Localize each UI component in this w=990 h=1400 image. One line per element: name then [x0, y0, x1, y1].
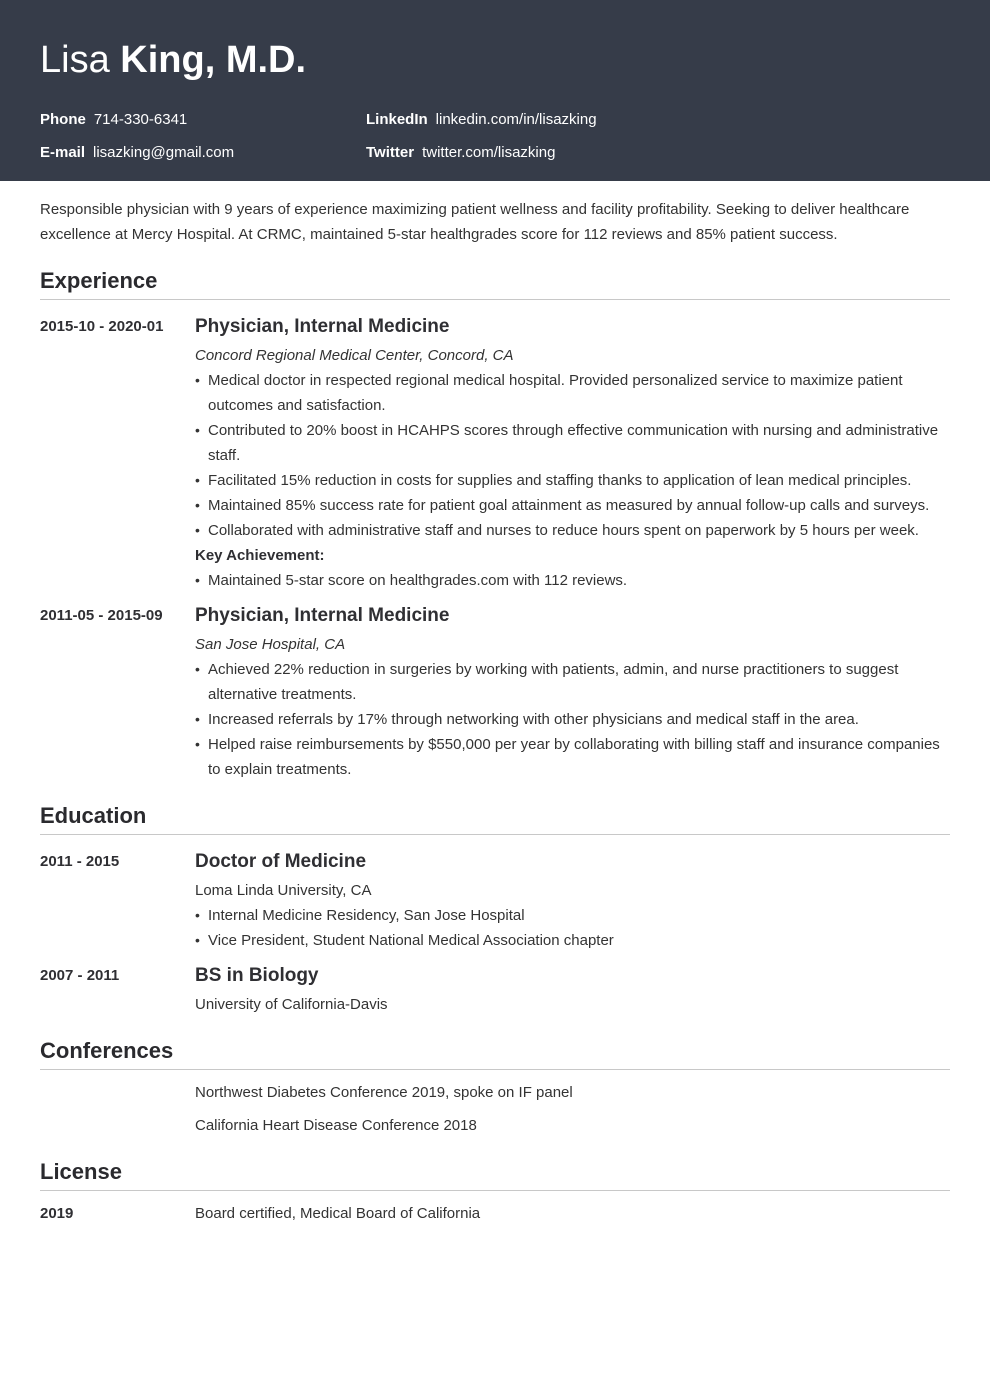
- school: University of California-Davis: [195, 996, 388, 1013]
- education-bullets: [195, 903, 950, 953]
- entry-dates: 2007 - 2011: [40, 967, 120, 984]
- conference-item: Northwest Diabetes Conference 2019, spoke on IF panel: [195, 1084, 573, 1101]
- degree: BS in Biology: [195, 965, 319, 986]
- list-item: • Facilitated 15% reduction in costs for supplies and staffing thanks to application of lean medical principles.: [195, 468, 950, 493]
- summary: Responsible physician with 9 years of experience maximizing patient wellness and facility profitability. Seeking to deliver healthcare excellence at Mercy Hospital. At CRMC, maintained 5-star healthgrades score for 112 reviews and 85% patient success.: [40, 201, 910, 243]
- contact-twitter: [366, 141, 555, 165]
- email-label: E-mail: [40, 144, 86, 161]
- education-section: [40, 802, 950, 1017]
- license-entry: [40, 1201, 950, 1226]
- entry-dates: 2015-10 - 2020-01: [40, 318, 164, 335]
- education-entry: [40, 963, 950, 1017]
- license-year: 2019: [40, 1205, 74, 1222]
- first-name: Lisa: [40, 39, 110, 81]
- experience-section: [40, 267, 950, 782]
- list-item: • Contributed to 20% boost in HCAHPS scores through effective communication with nursing and administrative staff.: [195, 418, 950, 468]
- experience-entry: [40, 603, 950, 782]
- twitter-label: Twitter: [366, 144, 415, 161]
- linkedin-label: LinkedIn: [366, 111, 428, 128]
- linkedin-value[interactable]: linkedin.com/in/lisazking: [435, 111, 597, 128]
- email-value[interactable]: lisazking@gmail.com: [93, 144, 235, 161]
- list-item: • Increased referrals by 17% through networking with other physicians and medical staff in the area.: [195, 707, 950, 732]
- job-title: Physician, Internal Medicine: [195, 605, 450, 626]
- phone-label: Phone: [40, 111, 86, 128]
- resume-body: [0, 197, 990, 1226]
- list-item: • Helped raise reimbursements by $550,000 per year by collaborating with billing staff and insurance companies to explain treatments.: [195, 732, 950, 782]
- license-section: [40, 1158, 950, 1226]
- list-item: • Collaborated with administrative staff and nurses to reduce hours spent on paperwork by 5 hours per week.: [195, 518, 950, 543]
- job-bullets: [195, 657, 950, 782]
- job-title: Physician, Internal Medicine: [195, 316, 450, 337]
- twitter-value[interactable]: twitter.com/lisazking: [422, 144, 556, 161]
- key-achievement-bullets: [195, 568, 950, 593]
- candidate-name: [40, 36, 950, 84]
- phone-value: 714-330-6341: [93, 111, 188, 128]
- entry-dates: 2011 - 2015: [40, 853, 120, 870]
- conference-item: California Heart Disease Conference 2018: [195, 1117, 477, 1134]
- list-item: • Maintained 5-star score on healthgrades.com with 112 reviews.: [195, 568, 950, 593]
- list-item: • Vice President, Student National Medical Association chapter: [195, 928, 950, 953]
- experience-entry: [40, 314, 950, 593]
- list-item: • Achieved 22% reduction in surgeries by working with patients, admin, and nurse practitioners to suggest alternative treatments.: [195, 657, 950, 707]
- section-title: Education: [40, 802, 950, 835]
- list-item: • Maintained 85% success rate for patient goal attainment as measured by annual follow-up calls and surveys.: [195, 493, 950, 518]
- employer: San Jose Hospital, CA: [195, 636, 346, 653]
- resume-header: [0, 0, 990, 181]
- school: Loma Linda University, CA: [195, 882, 372, 899]
- list-item: • Medical doctor in respected regional medical hospital. Provided personalized service to maximize patient outcomes and satisfaction.: [195, 368, 950, 418]
- entry-dates: 2011-05 - 2015-09: [40, 607, 163, 624]
- degree: Doctor of Medicine: [195, 851, 367, 872]
- conferences-section: [40, 1037, 950, 1138]
- employer: Concord Regional Medical Center, Concord, CA: [195, 347, 514, 364]
- contact-phone: [40, 108, 187, 132]
- section-title: Experience: [40, 267, 950, 300]
- contact-linkedin: [366, 108, 597, 132]
- list-item: • Internal Medicine Residency, San Jose Hospital: [195, 903, 950, 928]
- key-achievement-label: Key Achievement:: [195, 547, 325, 564]
- last-name: King, M.D.: [120, 39, 307, 81]
- contact-email: [40, 141, 234, 165]
- license-text: Board certified, Medical Board of California: [195, 1205, 481, 1222]
- job-bullets: [195, 368, 950, 543]
- education-entry: [40, 849, 950, 953]
- section-title: License: [40, 1158, 950, 1191]
- section-title: Conferences: [40, 1037, 950, 1070]
